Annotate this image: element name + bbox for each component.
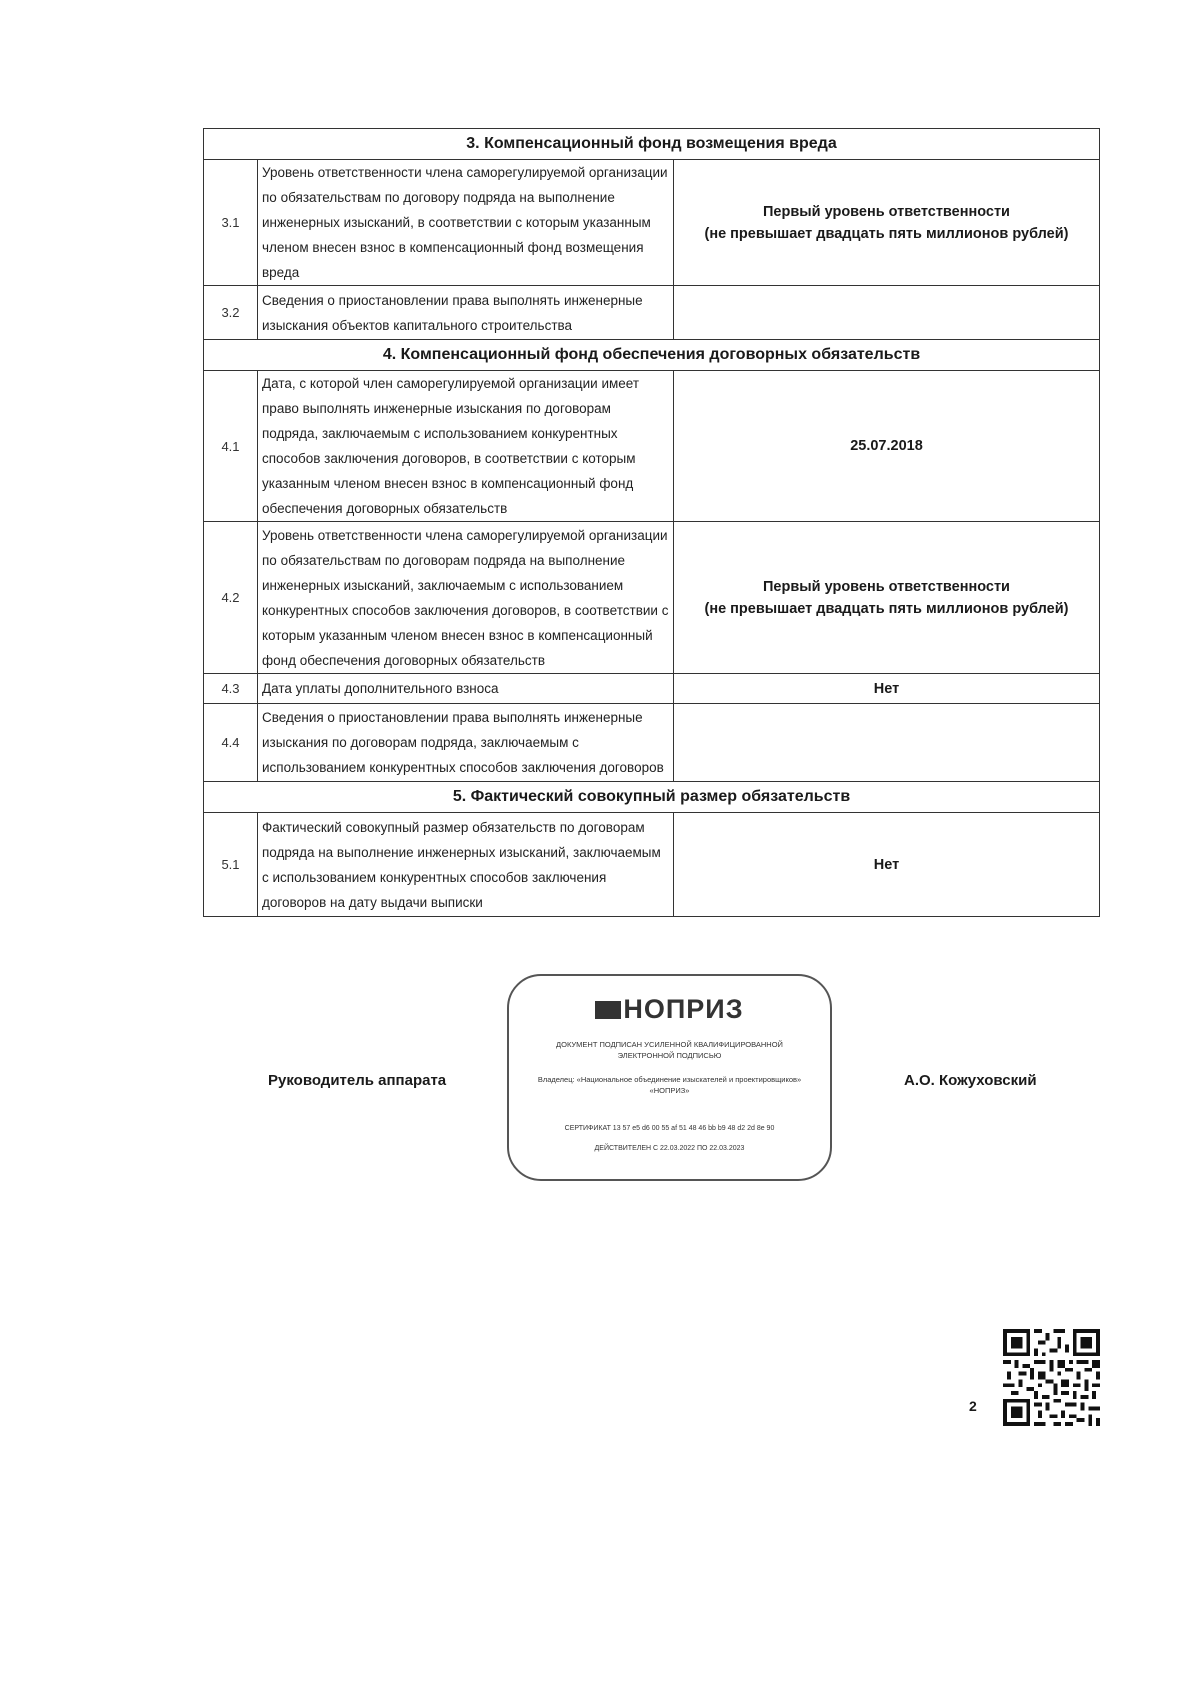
table-row <box>204 522 1100 674</box>
row-value <box>674 704 1100 782</box>
section-title: 4. Компенсационный фонд обеспечения договорных обязательств <box>204 340 1100 371</box>
row-description: Уровень ответственности члена саморегулируемой организации по обязательствам по договорам подряда на выполнение инженерных изысканий, заключаемым с использованием конкурентных способов заключения договоров, в соответствии с которым указанным членом внесен взнос в компенсационный фонд обеспечения договорных обязательств <box>258 522 674 674</box>
table-row <box>204 371 1100 522</box>
row-number: 4.4 <box>204 704 258 782</box>
registry-extract-table <box>203 128 1100 917</box>
section-header-4 <box>204 340 1100 371</box>
signatory-position: Руководитель аппарата <box>268 1072 447 1089</box>
logo-text: НОПРИЗ <box>623 994 744 1024</box>
row-number: 5.1 <box>204 813 258 917</box>
table-row <box>204 674 1100 704</box>
stamp-signed-text: ДОКУМЕНТ ПОДПИСАН УСИЛЕННОЙ КВАЛИФИЦИРОВАННОЙ ЭЛЕКТРОННОЙ ПОДПИСЬЮ <box>556 1040 783 1060</box>
nopriz-logo <box>509 994 830 1025</box>
table-row <box>204 704 1100 782</box>
row-description: Фактический совокупный размер обязательств по договорам подряда на выполнение инженерных изысканий, заключаемым с использованием конкурентных способов заключения договоров на дату выдачи выписки <box>258 813 674 917</box>
stamp-certificate-text: СЕРТИФИКАТ 13 57 e5 d6 00 55 af 51 48 46 bb b9 48 d2 2d 8e 90 <box>564 1125 775 1132</box>
row-number: 4.3 <box>204 674 258 704</box>
row-description: Сведения о приостановлении права выполнять инженерные изыскания по договорам подряда, заключаемым с использованием конкурентных способов заключения договоров <box>258 704 674 782</box>
row-description: Уровень ответственности члена саморегулируемой организации по обязательствам по договору подряда на выполнение инженерных изысканий, в соответствии с которым указанным членом внесен взнос в компенсационный фонд возмещения вреда <box>258 160 674 286</box>
row-value: Нет <box>674 674 1100 704</box>
section-header-5 <box>204 782 1100 813</box>
table-row <box>204 813 1100 917</box>
row-value: Нет <box>674 813 1100 917</box>
stamp-owner-text: Владелец: «Национальное объединение изыскателей и проектировщиков» «НОПРИЗ» <box>537 1075 802 1095</box>
row-number: 3.2 <box>204 286 258 340</box>
table-row <box>204 160 1100 286</box>
row-value: Первый уровень ответственности (не превышает двадцать пять миллионов рублей) <box>674 160 1100 286</box>
qr-code-icon <box>1003 1329 1100 1426</box>
row-number: 3.1 <box>204 160 258 286</box>
row-description: Сведения о приостановлении права выполнять инженерные изыскания объектов капитального строительства <box>258 286 674 340</box>
signatory-name: А.О. Кожуховский <box>904 1072 1037 1089</box>
stamp-validity-text: ДЕЙСТВИТЕЛЕН С 22.03.2022 ПО 22.03.2023 <box>594 1145 745 1152</box>
row-description: Дата уплаты дополнительного взноса <box>258 674 674 704</box>
row-value: Первый уровень ответственности (не превышает двадцать пять миллионов рублей) <box>674 522 1100 674</box>
page-number: 2 <box>969 1398 977 1414</box>
logo-square-icon <box>595 1001 621 1019</box>
row-number: 4.2 <box>204 522 258 674</box>
row-number: 4.1 <box>204 371 258 522</box>
electronic-signature-stamp <box>507 974 832 1181</box>
row-value: 25.07.2018 <box>674 371 1100 522</box>
row-description: Дата, с которой член саморегулируемой организации имеет право выполнять инженерные изыскания по договорам подряда, заключаемым с использованием конкурентных способов заключения договоров, в соответствии с которым указанным членом внесен взнос в компенсационный фонд обеспечения договорных обязательств <box>258 371 674 522</box>
section-header-3 <box>204 129 1100 160</box>
section-title: 5. Фактический совокупный размер обязательств <box>204 782 1100 813</box>
section-title: 3. Компенсационный фонд возмещения вреда <box>204 129 1100 160</box>
row-value <box>674 286 1100 340</box>
table-row <box>204 286 1100 340</box>
